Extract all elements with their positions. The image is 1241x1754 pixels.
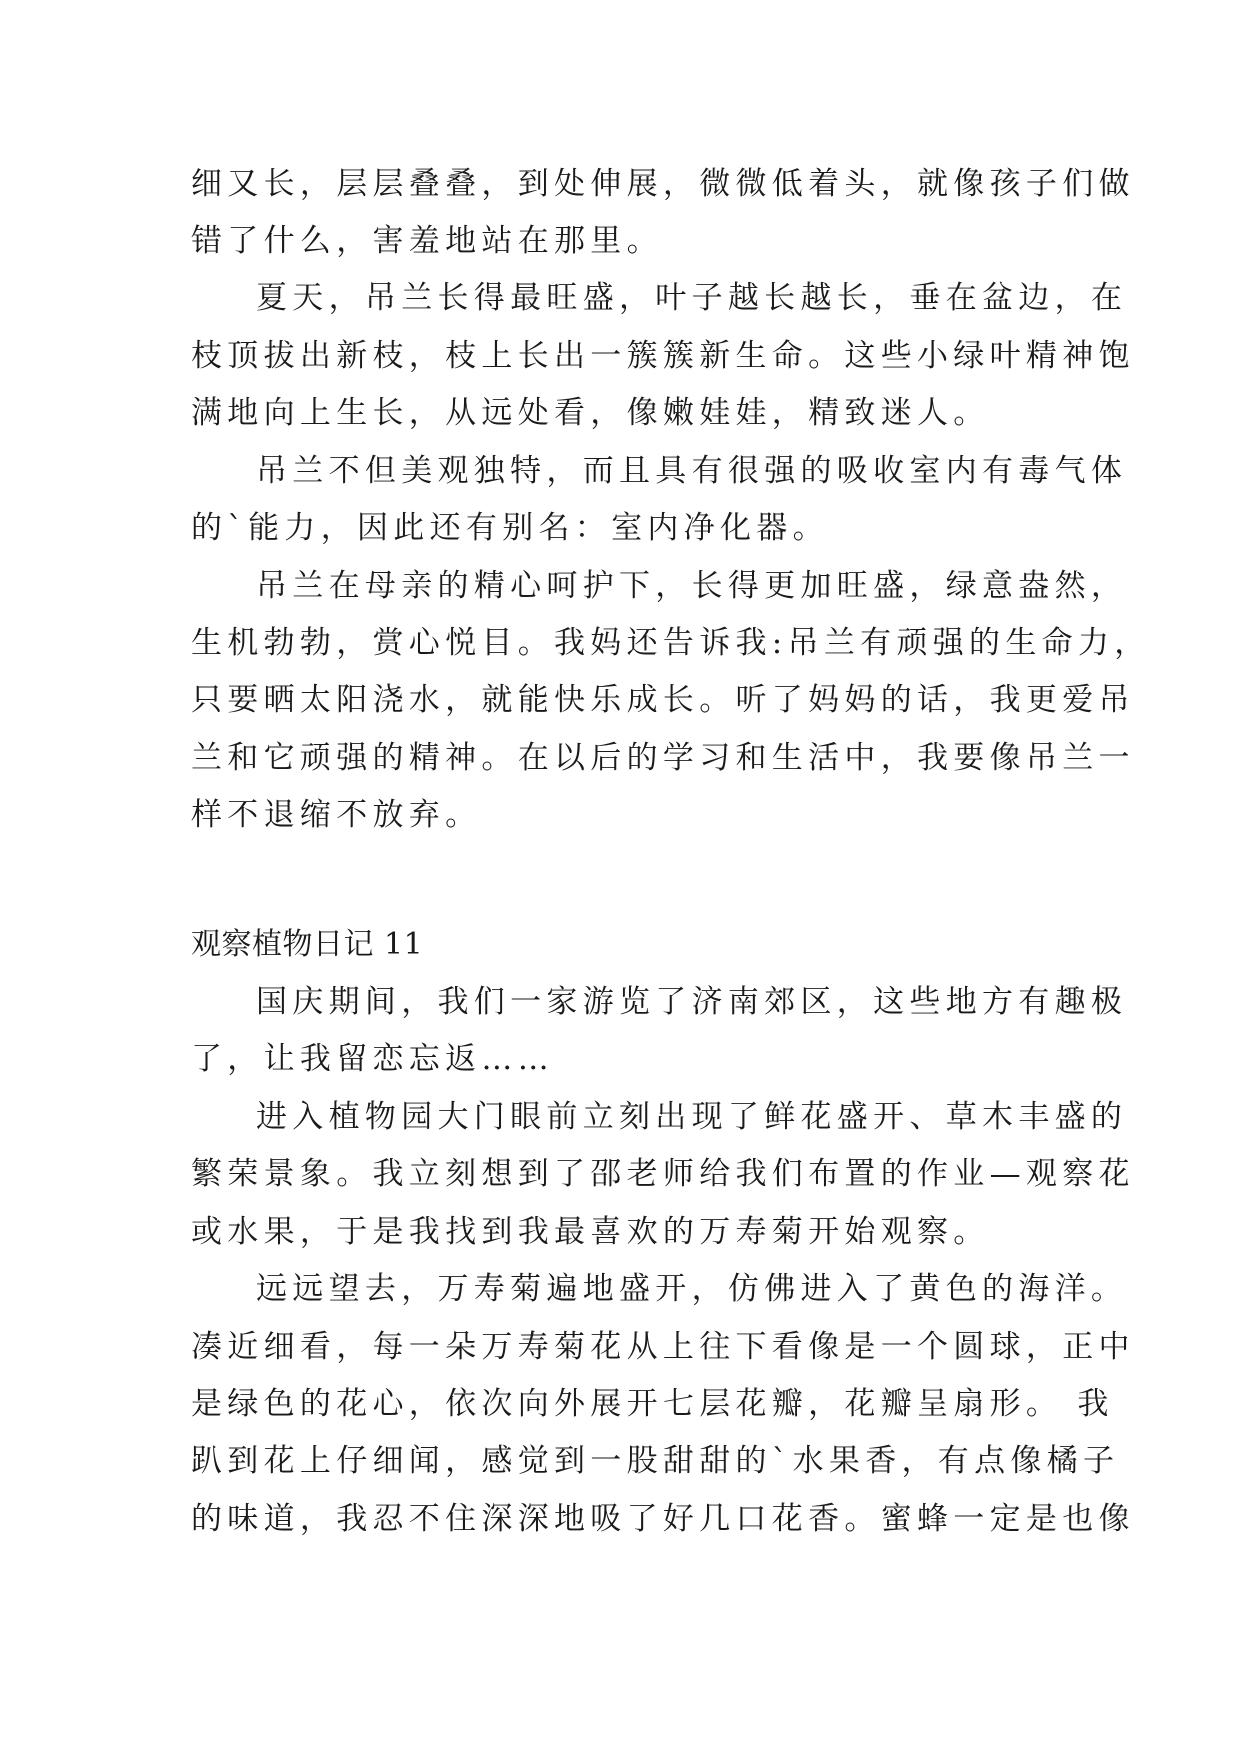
paragraph-line: 趴到花上仔细闻，感觉到一股甜甜的`水果香，有点像橘子 [191,1443,1120,1479]
paragraph-line: 满地向上生长，从远处看，像嫩娃娃，精致迷人。 [191,395,990,431]
paragraph-line: 吊兰不但美观独特，而且具有很强的吸收室内有毒气体 [256,453,1128,489]
paragraph-line: 样不退缩不放弃。 [191,797,482,833]
paragraph-line: 了，让我留恋忘返…… [191,1041,554,1077]
paragraph-line: 国庆期间，我们一家游览了济南郊区，这些地方有趣极 [256,984,1128,1020]
paragraph-line: 吊兰在母亲的精心呵护下，长得更加旺盛，绿意盎然， [256,568,1128,604]
paragraph-line: 只要晒太阳浇水，就能快乐成长。听了妈妈的话，我更爱吊 [191,682,1135,718]
paragraph-line: 进入植物园大门眼前立刻出现了鲜花盛开、草木丰盛的 [256,1099,1128,1135]
paragraph-line: 的`能力，因此还有别名：室内净化器。 [191,510,829,546]
paragraph-line: 凑近细看，每一朵万寿菊花从上往下看像是一个圆球，正中 [191,1329,1135,1365]
paragraph-line: 夏天，吊兰长得最旺盛，叶子越长越长，垂在盆边，在 [256,280,1128,316]
section-title: 观察植物日记 11 [191,927,424,962]
paragraph-line: 是绿色的花心，依次向外展开七层花瓣，花瓣呈扇形。 我 [191,1386,1114,1422]
paragraph-line: 兰和它顽强的精神。在以后的学习和生活中，我要像吊兰一 [191,740,1135,776]
paragraph-line: 繁荣景象。我立刻想到了邵老师给我们布置的作业—观察花 [191,1156,1135,1192]
paragraph-line: 枝顶拔出新枝，枝上长出一簇簇新生命。这些小绿叶精神饱 [191,338,1135,374]
paragraph-line: 的味道，我忍不住深深地吸了好几口花香。蜜蜂一定是也像 [191,1501,1135,1537]
paragraph-line: 或水果，于是我找到我最喜欢的万寿菊开始观察。 [191,1214,990,1250]
paragraph-line: 错了什么，害羞地站在那里。 [191,223,663,259]
paragraph-line: 细又长，层层叠叠，到处伸展，微微低着头，就像孩子们做 [191,166,1135,202]
paragraph-line: 远远望去，万寿菊遍地盛开，仿佛进入了黄色的海洋。 [256,1271,1128,1307]
paragraph-line: 生机勃勃，赏心悦目。我妈还告诉我:吊兰有顽强的生命力， [191,625,1151,661]
